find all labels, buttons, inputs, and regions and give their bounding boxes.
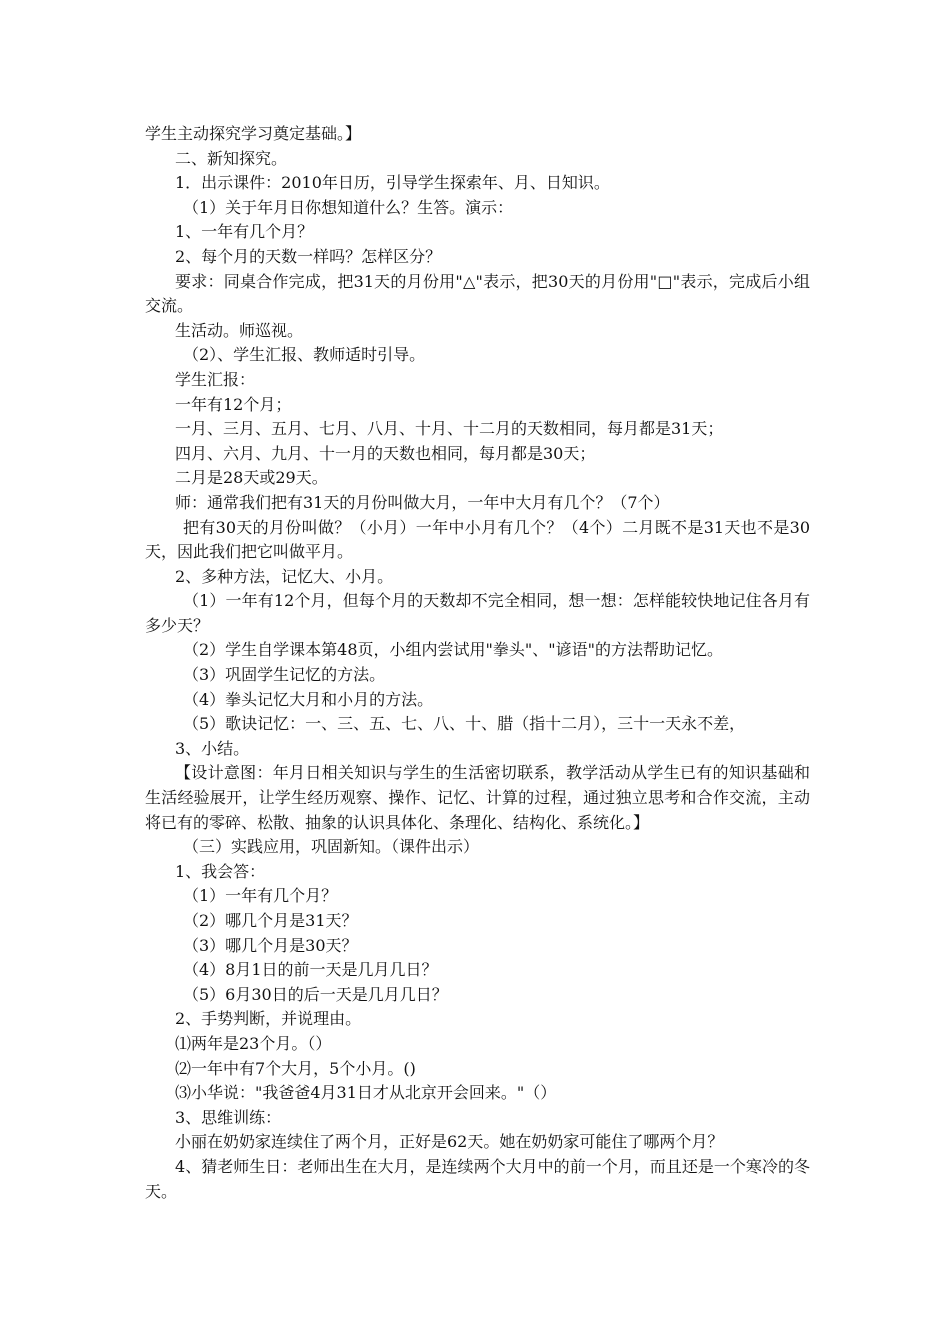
paragraph-line: 小丽在奶奶家连续住了两个月，正好是62天。她在奶奶家可能住了哪两个月？ xyxy=(175,1132,724,1152)
paragraph-line: （1）一年有12个月，但每个月的天数却不完全相同，想一想：怎样能较快地记住各月有多少天？ xyxy=(145,591,810,635)
paragraph-line: 2、手势判断，并说理由。 xyxy=(175,1009,362,1029)
paragraph-line: 师：通常我们把有31天的月份叫做大月，一年中大月有几个？（7个） xyxy=(175,492,670,512)
question-item: （5）6月30日的后一天是几月几日？ xyxy=(183,984,448,1004)
question-item: （3）哪几个月是30天？ xyxy=(183,935,358,955)
paragraph-line: 二月是28天或29天。 xyxy=(175,468,328,488)
question-item: ⑴两年是23个月。（） xyxy=(175,1033,332,1053)
question-item: ⑶小华说："我爸爸4月31日才从北京开会回来。"（） xyxy=(175,1083,557,1103)
paragraph-line: 四月、六月、九月、十一月的天数也相同，每月都是30天； xyxy=(175,443,596,463)
paragraph-line: 一月、三月、五月、七月、八月、十月、十二月的天数相同，每月都是31天； xyxy=(175,419,724,439)
paragraph-line: 生活动。师巡视。 xyxy=(175,320,304,340)
paragraph-line: 1、一年有几个月？ xyxy=(175,222,314,242)
paragraph-line: 1、我会答： xyxy=(175,861,266,881)
paragraph-line: 2、每个月的天数一样吗？怎样区分？ xyxy=(175,246,442,266)
section-heading: 二、新知探究。 xyxy=(175,148,288,168)
paragraph-line: 把有30天的月份叫做？（小月）一年中小月有几个？（4个）二月既不是31天也不是30天，因此我们把它叫做平月。 xyxy=(145,517,810,562)
question-item: （1）一年有几个月？ xyxy=(183,886,338,906)
paragraph-line: 1．出示课件：2010年日历，引导学生探索年、月、日知识。 xyxy=(175,173,610,193)
question-item: （4）8月1日的前一天是几月几日？ xyxy=(183,960,438,980)
paragraph-line: （5）歌诀记忆：一、三、五、七、八、十、腊（指十二月），三十一天永不差， xyxy=(183,714,746,734)
paragraph-line: 3、思维训练： xyxy=(175,1107,282,1127)
paragraph-line: 要求：同桌合作完成，把31天的月份用"△"表示，把30天的月份用"□"表示，完成后小组交流。 xyxy=(145,271,810,316)
paragraph-line: 一年有12个月； xyxy=(175,394,292,414)
question-item: ⑵一年中有7个大月，5个小月。() xyxy=(175,1058,416,1078)
design-intent-paragraph: 【设计意图：年月日相关知识与学生的生活密切联系，教学活动从学生已有的知识基础和生活经验展开，让学生经历观察、操作、记忆、计算的过程，通过独立思考和合作交流，主动将已有的零碎、松散、抽象的认识具体化、条理化、结构化、系统化。】 xyxy=(145,763,810,832)
section-heading: （三）实践应用，巩固新知。（课件出示） xyxy=(183,837,480,857)
paragraph-line: （2）、学生汇报、教师适时引导。 xyxy=(183,345,426,365)
paragraph-line: 2、多种方法，记忆大、小月。 xyxy=(175,566,394,586)
question-item: （2）哪几个月是31天？ xyxy=(183,911,358,930)
paragraph-line: （1）关于年月日你想知道什么？生答。演示： xyxy=(183,197,514,217)
paragraph-line: 学生汇报： xyxy=(175,369,256,389)
paragraph-line: 学生主动探究学习奠定基础。】 xyxy=(145,124,362,143)
paragraph-line: 3、小结。 xyxy=(175,738,250,758)
paragraph-line: （2）学生自学课本第48页，小组内尝试用"拳头"、"谚语"的方法帮助记忆。 xyxy=(183,640,723,660)
paragraph-line: （4）拳头记忆大月和小月的方法。 xyxy=(183,689,434,709)
paragraph-line: 4、猜老师生日：老师出生在大月，是连续两个大月中的前一个月，而且还是一个寒冷的冬天。 xyxy=(145,1156,810,1201)
document-body xyxy=(145,122,810,1204)
paragraph-line: （3）巩固学生记忆的方法。 xyxy=(183,665,386,685)
